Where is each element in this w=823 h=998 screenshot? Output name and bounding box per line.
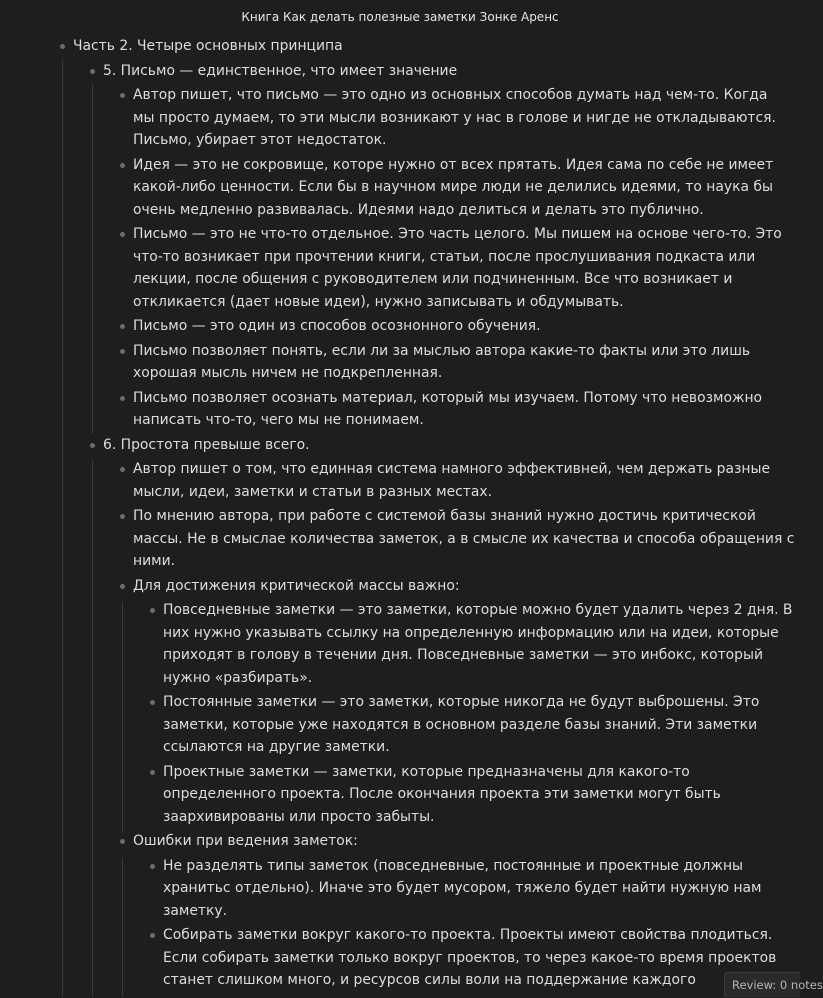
item-text-line: заархивированы или просто забыты. [163, 808, 435, 825]
guide-level-2-critical [122, 602, 123, 832]
bullet-icon[interactable] [150, 608, 155, 613]
item-text-line: По мнению автора, при работе с системой базы знаний нужно достичь критической [133, 508, 756, 524]
outline-section-5-item[interactable] [133, 340, 750, 385]
item-text-line: Повседневные заметки — это заметки, которые можно будет удалить через 2 дня. В [163, 602, 793, 618]
item-text-line: 5. Письмо — единственное, что имеет значение [103, 62, 458, 79]
outline-section-5-item[interactable] [133, 315, 541, 338]
item-text-line: лекции, после общения с руководителем или подчиненным. Все что возникает и [133, 271, 733, 287]
item-text-line: массы. Не в смыслае количества заметок, а в смысле их качества и способа обращения с [133, 530, 795, 547]
item-text-line: что-то возникает при прочтении книги, статьи, после прослушивания подкаста или [133, 248, 756, 265]
review-status[interactable]: Review: 0 notes [724, 972, 800, 997]
outline-critical-mass-heading[interactable] [133, 575, 460, 598]
item-text-line: нужно «разбирать». [163, 669, 313, 686]
bullet-icon[interactable] [150, 864, 155, 869]
item-text-line: 6. Простота превыше всего. [103, 436, 310, 453]
item-text-line: Постоянные заметки — это заметки, которые никогда не будут выброшены. Это [163, 694, 760, 710]
item-text-line: Часть 2. Четыре основных принципа [73, 38, 343, 54]
item-text-line: них нужно указывать ссылку на определенную информацию или на идеи, которые [163, 624, 779, 641]
outline-section-6-item[interactable] [133, 458, 770, 503]
bullet-icon[interactable] [120, 584, 125, 589]
item-text-line: Письмо позволяет осознать материал, который мы изучаем. Потому что невозможно [133, 389, 763, 406]
item-text-line: определенного проекта. После окончания проекта эти заметки могут быть [163, 786, 721, 802]
bullet-icon[interactable] [60, 44, 65, 49]
item-text-line: Письмо позволяет понять, если ли за мыслью автора какие-то факты или это лишь [133, 342, 751, 359]
outline-mistakes-heading[interactable] [133, 830, 358, 853]
outline-section-5-item[interactable] [133, 154, 773, 222]
bullet-icon[interactable] [120, 514, 125, 519]
item-text-line: Автор пишет, что письмо — это одно из основных способов думать над чем-то. Когда [133, 87, 768, 103]
bullet-icon[interactable] [120, 163, 125, 168]
item-text-line: заметки, которые уже находятся в основном разделе базы знаний. Эти заметки [163, 716, 758, 733]
item-text-line: Проектные заметки — заметки, которые предназначены для какого-то [163, 763, 690, 780]
item-text-line: Собирать заметки вокруг какого-то проекта. Проекты имеют свойства плодиться. [163, 927, 773, 943]
guide-level-1-s5 [92, 84, 93, 434]
item-text-line: Письмо — это не что-то отдельное. Это часть целого. Мы пишем на основе чего-то. Это [133, 226, 782, 242]
bullet-icon[interactable] [90, 69, 95, 74]
bullet-icon[interactable] [120, 396, 125, 401]
item-text-line: мысли, идеи, заметки и статьи в разных местах. [133, 483, 493, 500]
outline-section-5-item[interactable] [133, 387, 762, 432]
window-title: Книга Как делать полезные заметки Зонке Аренс [241, 10, 559, 24]
guide-level-0 [62, 60, 63, 997]
item-text-line: ссылаются на другие заметки. [163, 739, 390, 755]
bullet-icon[interactable] [120, 232, 125, 237]
outline-critical-mass-item[interactable] [163, 761, 721, 829]
item-text-line: приходят в голову в течении дня. Повседневные заметки — это инбокс, который [163, 647, 763, 663]
outline-mistakes-item[interactable] [163, 924, 776, 992]
item-text-line: Ошибки при ведения заметок: [133, 833, 358, 849]
bullet-icon[interactable] [150, 700, 155, 705]
bullet-icon[interactable] [150, 933, 155, 938]
item-text-line: Письмо — это один из способов осознонного обучения. [133, 318, 541, 334]
item-text-line: Идея — это не сокровище, которе нужно от всех прятать. Идея сама по себе не имеет [133, 156, 774, 173]
item-text-line: Для достижения критической массы важно: [133, 577, 460, 594]
bullet-icon[interactable] [150, 770, 155, 775]
outline-critical-mass-item[interactable] [163, 599, 792, 689]
guide-level-1-s6 [92, 460, 93, 997]
outline-part-heading[interactable] [73, 35, 343, 58]
item-text-line: Письмо, убирает этот недостаток. [133, 132, 387, 148]
outline-mistakes-item[interactable] [163, 855, 762, 923]
bullet-icon[interactable] [120, 839, 125, 844]
item-text-line: мы просто думаем, то эти мысли возникают у нас в голове и нигде не откладываются. [133, 109, 776, 126]
item-text-line: написать что-то, чего мы не понимаем. [133, 412, 424, 428]
item-text-line: какой-либо ценности. Если бы в научном мире люди не делились идеями, то наука бы [133, 179, 773, 195]
bullet-icon[interactable] [120, 324, 125, 329]
bullet-icon[interactable] [120, 93, 125, 98]
outline-critical-mass-item[interactable] [163, 691, 759, 759]
outline-section-5-heading[interactable] [103, 60, 457, 83]
bullet-icon[interactable] [120, 349, 125, 354]
item-text-line: хорошая мысль ничем не подкрепленная. [133, 365, 443, 381]
item-text-line: заметку. [163, 902, 228, 919]
outline-section-5-item[interactable] [133, 84, 776, 152]
item-text-line: хранитьс отдельно). Иначе это будет мусором, тяжело будет найти нужную нам [163, 880, 762, 896]
outline-section-5-item[interactable] [133, 223, 782, 313]
guide-level-2-mistakes [122, 858, 123, 997]
item-text-line: ними. [133, 553, 176, 569]
item-text-line: станет слишком много, и ресурсов силы воли на поддержание каждого [163, 972, 696, 988]
outline-section-6-item[interactable] [133, 505, 794, 573]
item-text-line: откликается (дает новые идеи), нужно записывать и обдумывать. [133, 293, 624, 310]
item-text-line: Если собирать заметки только вокруг проектов, то через какое-то время проектов [163, 949, 777, 966]
bullet-icon[interactable] [120, 467, 125, 472]
outline-section-6-heading[interactable] [103, 434, 310, 457]
item-text-line: Автор пишет о том, что единная система намного эффективней, чем держать разные [133, 461, 770, 477]
item-text-line: Не разделять типы заметок (повседневные, постоянные и проектные должны [163, 857, 743, 874]
bullet-icon[interactable] [90, 443, 95, 448]
item-text-line: очень медленно развивалась. Идеями надо делиться и делать это публично. [133, 201, 704, 218]
